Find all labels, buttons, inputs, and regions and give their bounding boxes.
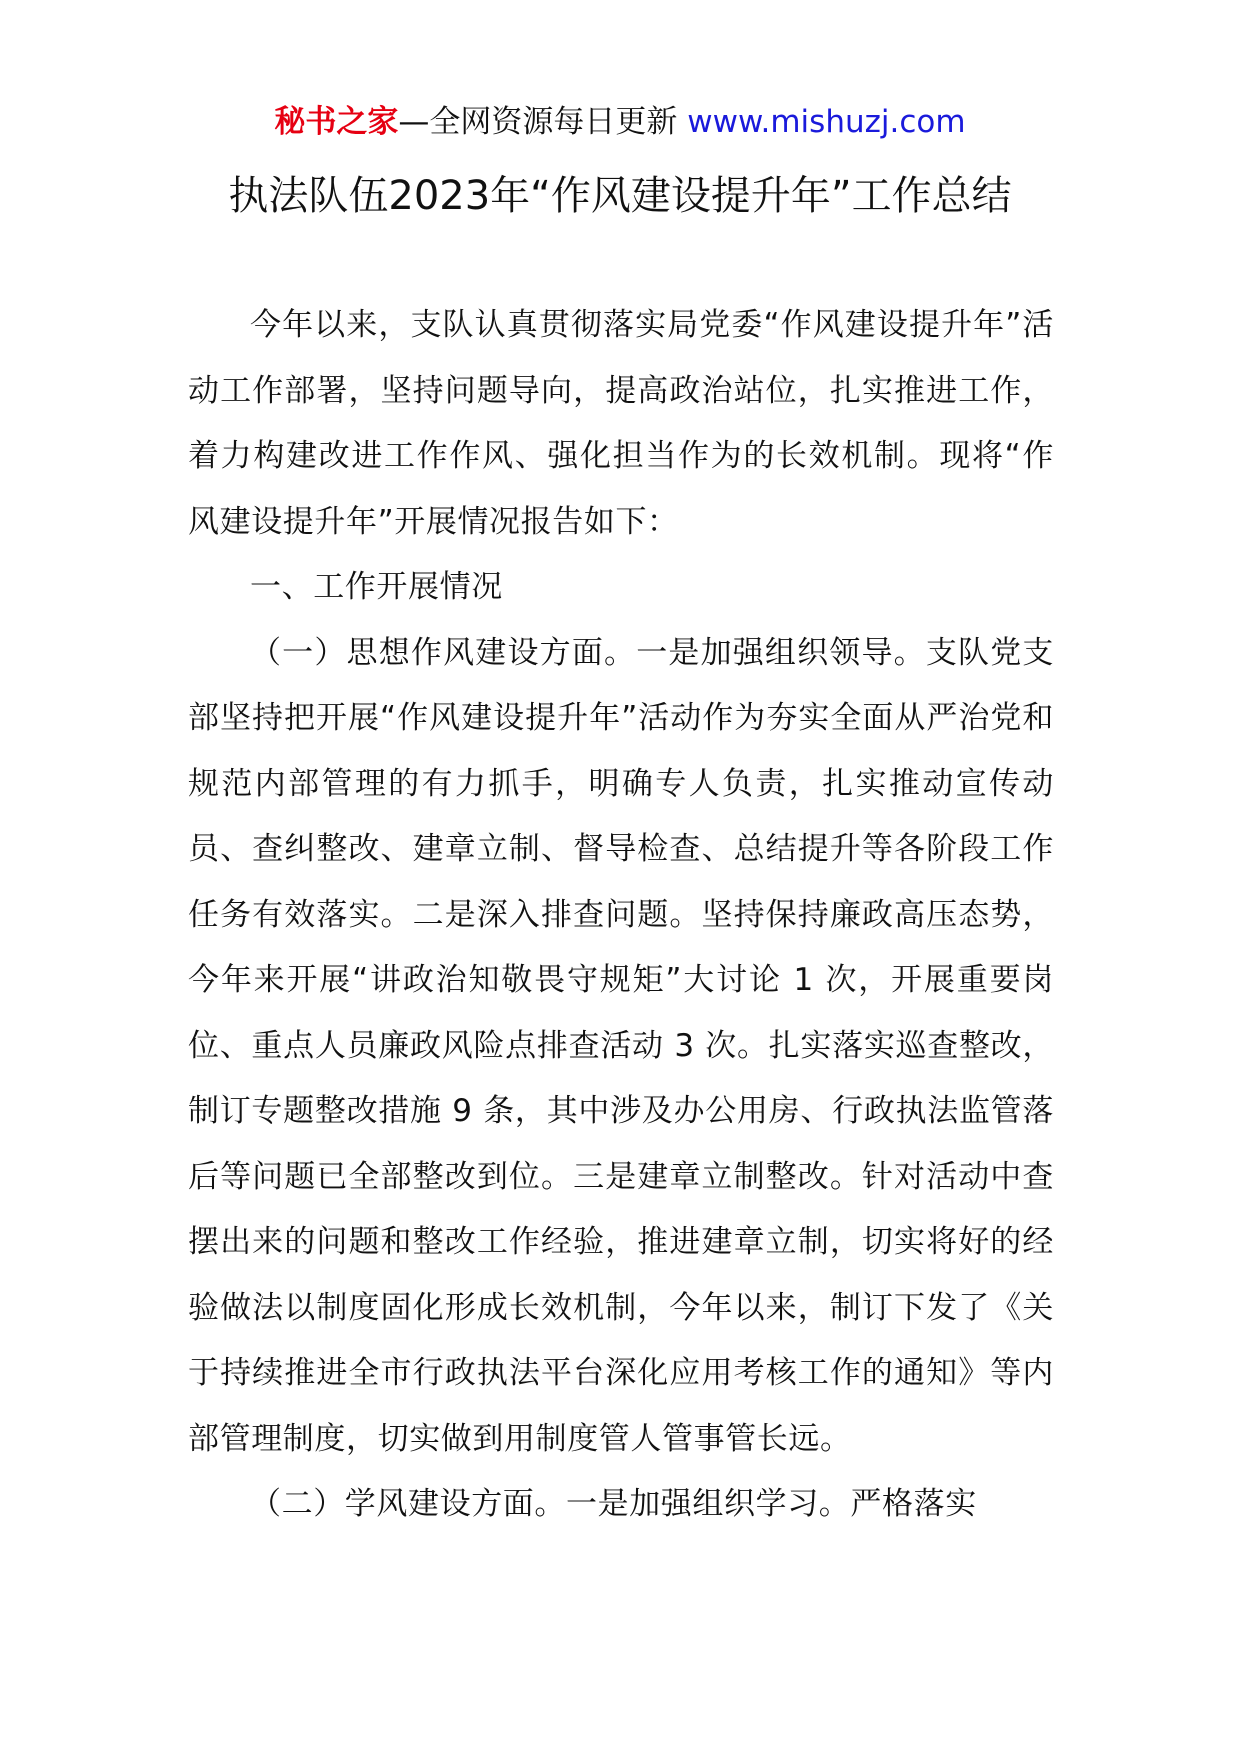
section-heading: 一、工作开展情况 bbox=[250, 569, 503, 605]
document-body bbox=[188, 293, 1054, 1538]
document-title: 执法队伍2023年“作风建设提升年”工作总结 bbox=[228, 173, 1012, 219]
site-banner bbox=[0, 100, 1240, 144]
subsection-paragraph-2: （二）学风建设方面。一是加强组织学习。严格落实 bbox=[250, 1486, 977, 1522]
subsection-paragraph-1: （一）思想作风建设方面。一是加强组织领导。支队党支部坚持把开展“作风建设提升年”活动作为夯实全面从严治党和规范内部管理的有力抓手，明确专人负责，扎实推动宣传动员、查纠整改、建章立制、督导检查、总结提升等各阶段工作任务有效落实。二是深入排查问题。坚持保持廉政高压态势，今年来开展“讲政治知敬畏守规矩”大讨论 1 次，开展重要岗位、重点人员廉政风险点排查活动 3 次。扎实落实巡查整改，制订专题整改措施 9 条，其中涉及办公用房、行政执法监管落后等问题已全部整改到位。三是建章立制整改。针对活动中查摆出来的问题和整改工作经验，推进建章立制，切实将好的经验做法以制度固化形成长效机制，今年以来，制订下发了《关于持续推进全市行政执法平台深化应用考核工作的通知》等内部管理制度，切实做到用制度管人管事管长远。 bbox=[188, 634, 1054, 1457]
intro-paragraph: 今年以来，支队认真贯彻落实局党委“作风建设提升年”活动工作部署，坚持问题导向，提高政治站位，扎实推进工作，着力构建改进工作作风、强化担当作为的长效机制。现将“作风建设提升年”开展情况报告如下： bbox=[188, 307, 1054, 540]
banner-brand: 秘书之家 bbox=[274, 104, 399, 140]
banner-url-link[interactable]: www.mishuzj.com bbox=[687, 104, 966, 140]
banner-slogan: —全网资源每日更新 bbox=[398, 104, 678, 140]
